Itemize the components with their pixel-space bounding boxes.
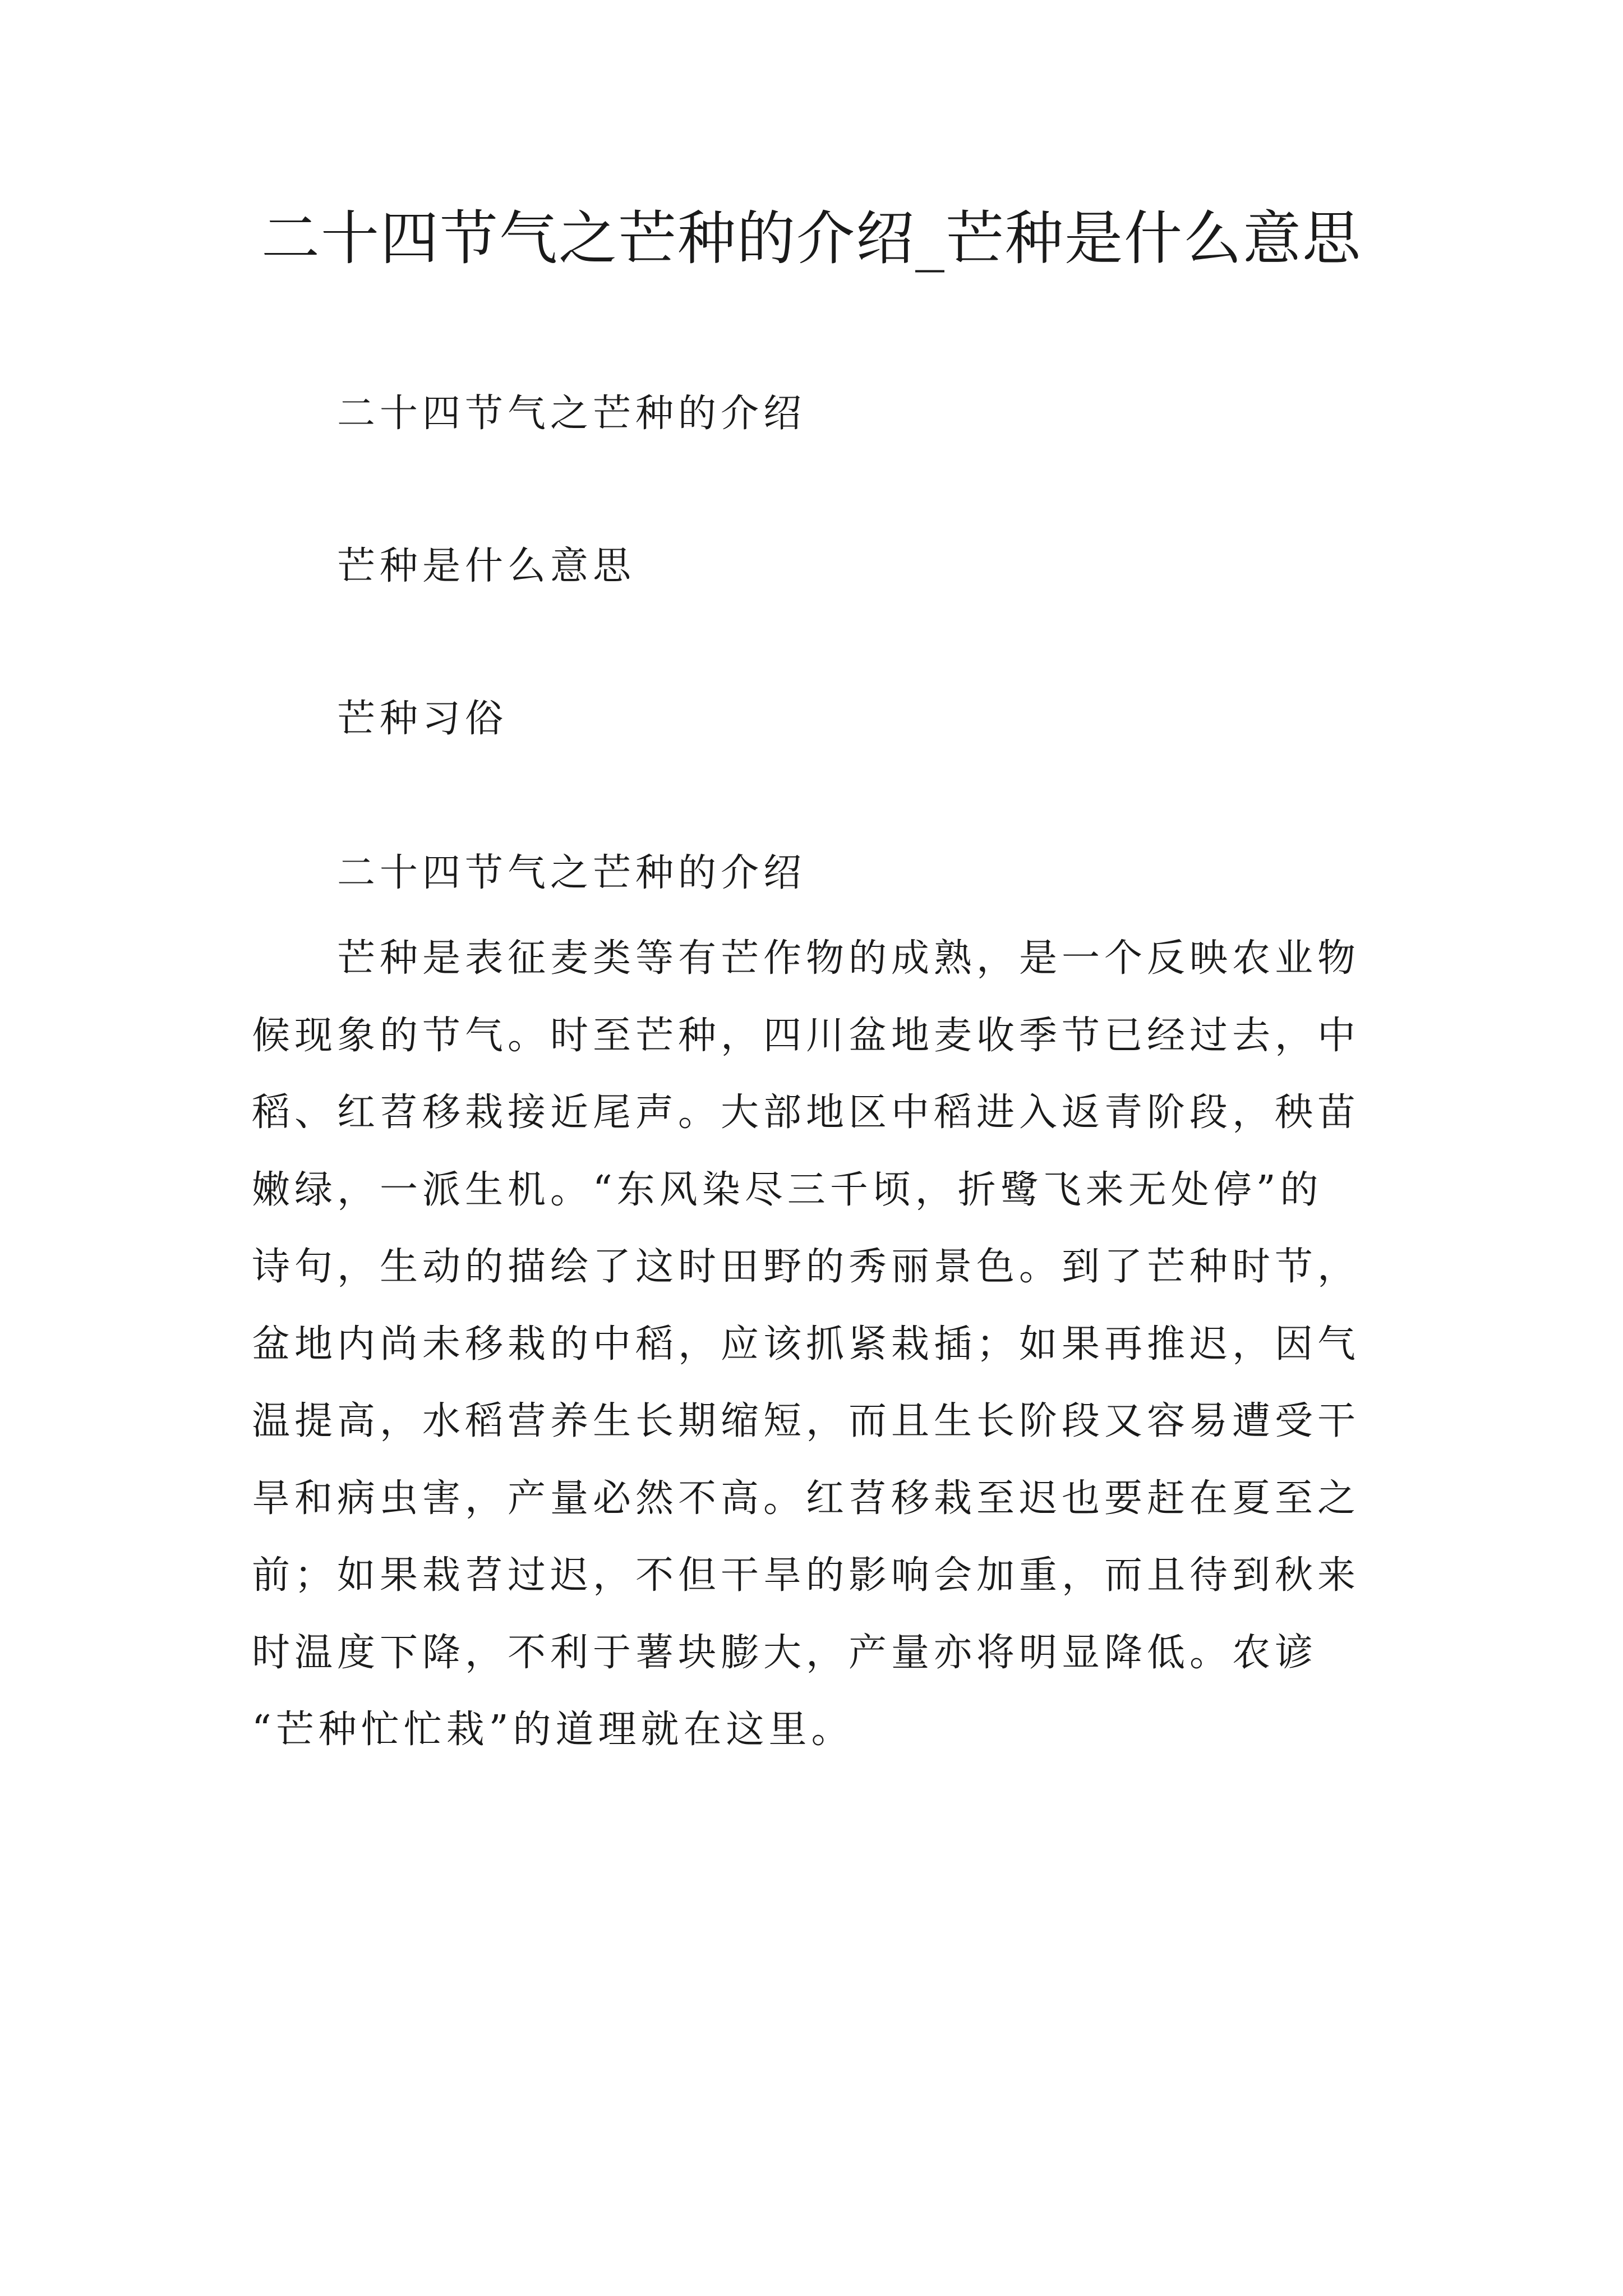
- paragraph-line: 旱和病虫害，产量必然不高。红苕移栽至迟也要赶在夏至之: [252, 1476, 1361, 1521]
- paragraph-line: 温提高，水稻营养生长期缩短，而且生长阶段又容易遭受干: [252, 1399, 1361, 1443]
- paragraph-line: 候现象的节气。时至芒种，四川盆地麦收季节已经过去，中: [252, 1013, 1361, 1058]
- paragraph-line: 前；如果栽苕过迟，不但干旱的影响会加重，而且待到秋来: [252, 1553, 1361, 1598]
- toc-item-meaning: 芒种是什么意思: [337, 544, 636, 588]
- toc-item-introduction: 二十四节气之芒种的介绍: [337, 392, 806, 436]
- paragraph-line: 嫩绿，一派生机。“东风染尽三千顷，折鹭飞来无处停”的: [252, 1167, 1323, 1212]
- paragraph-line: 稻、红苕移栽接近尾声。大部地区中稻进入返青阶段，秧苗: [252, 1091, 1361, 1135]
- document-title: 二十四节气之芒种的介绍_芒种是什么意思: [261, 204, 1362, 273]
- section-heading: 二十四节气之芒种的介绍: [337, 851, 806, 895]
- body-paragraph: [252, 920, 1396, 1769]
- paragraph-line: 盆地内尚未移栽的中稻，应该抓紧栽插；如果再推迟，因气: [252, 1322, 1361, 1366]
- paragraph-line: 诗句，生动的描绘了这时田野的秀丽景色。到了芒种时节，: [252, 1245, 1361, 1289]
- paragraph-line: 时温度下降，不利于薯块膨大，产量亦将明显降低。农谚: [252, 1630, 1318, 1675]
- paragraph-line: 芒种是表征麦类等有芒作物的成熟，是一个反映农业物: [252, 936, 1361, 981]
- paragraph-line: “芒种忙忙栽”的道理就在这里。: [252, 1708, 854, 1752]
- toc-item-customs: 芒种习俗: [337, 697, 508, 741]
